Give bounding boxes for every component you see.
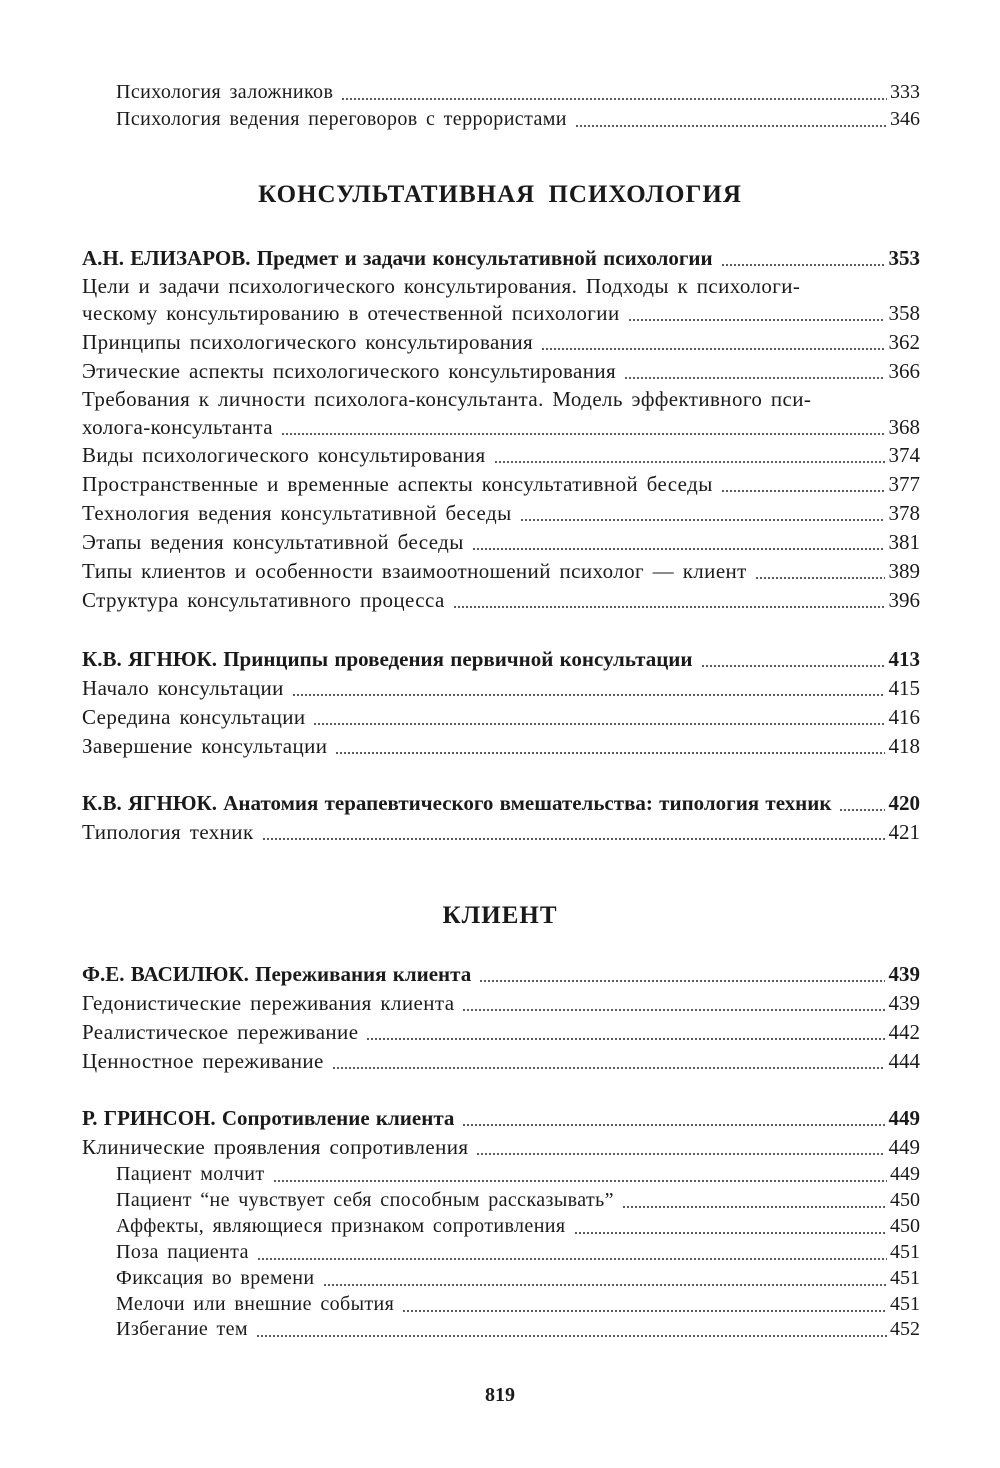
section-title: КЛИЕНТ xyxy=(442,902,558,929)
toc-entry-page: 450 xyxy=(889,1186,920,1214)
toc-entry-title: Ф.Е. ВАСИЛЮК. Переживания клиента xyxy=(82,962,477,986)
toc-subentry xyxy=(116,1212,920,1240)
toc-entry xyxy=(82,441,920,469)
toc-entry-title: Пространственные и временные аспекты консультативной беседы xyxy=(82,472,719,496)
toc-article-heading xyxy=(82,789,920,817)
toc-entry-title: Середина консультации xyxy=(82,705,311,729)
toc-entry-title: Избегание тем xyxy=(116,1318,254,1340)
toc-entry xyxy=(82,732,920,760)
toc-entry xyxy=(82,557,920,585)
toc-entry-title: К.В. ЯГНЮК. Анатомия терапевтического вмешательства: типология техник xyxy=(82,791,837,815)
toc-entry-page: 358 xyxy=(888,301,920,325)
toc-entry-page: 378 xyxy=(888,501,920,525)
toc-entry-title: Ценностное переживание xyxy=(82,1049,330,1073)
toc-article-heading xyxy=(82,645,920,673)
toc-entry-title: Психология ведения переговоров с террористами xyxy=(116,108,573,130)
toc-entry-page: 418 xyxy=(888,734,920,758)
section-title: КОНСУЛЬТАТИВНАЯ ПСИХОЛОГИЯ xyxy=(258,181,742,208)
toc-entry-page: 452 xyxy=(889,1315,920,1343)
toc-entry-page: 366 xyxy=(888,359,920,383)
toc-entry-title: Этические аспекты психологического консультирования xyxy=(82,359,622,383)
toc-entry-title: Структура консультативного процесса xyxy=(82,588,451,612)
toc-entry-page: 449 xyxy=(888,1135,920,1159)
toc-entry xyxy=(82,328,920,356)
toc-entry-title: Виды психологического консультирования xyxy=(82,443,492,467)
toc-entry-title: Пациент “не чувствует себя способным рассказывать” xyxy=(116,1189,620,1211)
toc-entry-line: Цели и задачи психологического консультирования. Подходы к психологи- xyxy=(82,274,801,298)
toc-entry-title: Клинические проявления сопротивления xyxy=(82,1135,474,1159)
toc-entry xyxy=(82,470,920,498)
toc-entry-title: Пациент молчит xyxy=(116,1163,271,1185)
toc-entry xyxy=(82,1018,920,1046)
toc-entry-page: 450 xyxy=(889,1212,920,1240)
toc-entry-title: ческому консультированию в отечественной психологии xyxy=(82,301,626,325)
toc-article-heading xyxy=(82,960,920,988)
toc-entry-page: 377 xyxy=(888,472,920,496)
toc-entry-title: К.В. ЯГНЮК. Принципы проведения первичной консультации xyxy=(82,647,699,671)
toc-entry xyxy=(116,78,920,106)
toc-entry-title: Поза пациента xyxy=(116,1241,255,1263)
toc-entry-page: 368 xyxy=(888,415,920,439)
toc-entry-page: 415 xyxy=(888,676,920,700)
toc-entry-title: Технология ведения консультативной беседы xyxy=(82,501,518,525)
toc-entry xyxy=(82,1047,920,1075)
toc-entry xyxy=(82,674,920,702)
toc-entry xyxy=(82,989,920,1017)
toc-entry-page: 444 xyxy=(888,1049,920,1073)
toc-entry-title: холога-консультанта xyxy=(82,415,279,439)
toc-entry xyxy=(82,528,920,556)
toc-entry-title: Типология техник xyxy=(82,820,260,844)
toc-entry-title: А.Н. ЕЛИЗАРОВ. Предмет и задачи консультативной психологии xyxy=(82,246,719,270)
toc-entry xyxy=(82,357,920,385)
toc-entry-page: 333 xyxy=(889,78,920,106)
toc-entry-page: 353 xyxy=(888,246,920,270)
toc-subentry xyxy=(116,1238,920,1266)
toc-entry-page: 421 xyxy=(888,820,920,844)
toc-entry-page: 451 xyxy=(889,1238,920,1266)
toc-entry xyxy=(82,1133,920,1161)
toc-entry-title: Завершение консультации xyxy=(82,734,333,758)
page-number: 819 xyxy=(485,1384,515,1406)
toc-entry-page: 389 xyxy=(888,559,920,583)
toc-entry-page: 396 xyxy=(888,588,920,612)
toc-entry-page: 346 xyxy=(889,105,920,133)
toc-entry-title: Гедонистические переживания клиента xyxy=(82,991,460,1015)
toc-entry-page: 451 xyxy=(889,1264,920,1292)
toc-entry-page: 381 xyxy=(888,530,920,554)
toc-entry-page: 362 xyxy=(888,330,920,354)
toc-entry-page: 374 xyxy=(888,443,920,467)
toc-entry-title: Этапы ведения консультативной беседы xyxy=(82,530,470,554)
toc-entry xyxy=(82,818,920,846)
toc-subentry xyxy=(116,1315,920,1343)
toc-entry xyxy=(82,299,920,327)
toc-entry-page: 449 xyxy=(889,1160,920,1188)
toc-entry-title: Р. ГРИНСОН. Сопротивление клиента xyxy=(82,1106,460,1130)
toc-entry-title: Типы клиентов и особенности взаимоотношений психолог — клиент xyxy=(82,559,753,583)
toc-entry-page: 439 xyxy=(888,991,920,1015)
toc-entry-page: 439 xyxy=(888,962,920,986)
toc-subentry xyxy=(116,1186,920,1214)
toc-entry xyxy=(82,703,920,731)
toc-entry xyxy=(82,586,920,614)
toc-entry-title: Принципы психологического консультирования xyxy=(82,330,539,354)
toc-entry-title: Мелочи или внешние события xyxy=(116,1293,400,1315)
toc-article-heading xyxy=(82,1104,920,1132)
toc-entry-title: Психология заложников xyxy=(116,81,339,103)
toc-subentry xyxy=(116,1264,920,1292)
toc-entry xyxy=(82,499,920,527)
toc-entry-page: 449 xyxy=(888,1106,920,1130)
toc-entry xyxy=(116,105,920,133)
toc-entry-page: 451 xyxy=(889,1290,920,1318)
toc-subentry xyxy=(116,1290,920,1318)
toc-entry-page: 413 xyxy=(888,647,920,671)
toc-entry-page: 442 xyxy=(888,1020,920,1044)
toc-entry-title: Фиксация во времени xyxy=(116,1267,321,1289)
toc-entry xyxy=(82,413,920,441)
toc-entry-title: Реалистическое переживание xyxy=(82,1020,364,1044)
toc-entry-page: 420 xyxy=(888,791,920,815)
toc-article-heading xyxy=(82,244,920,272)
toc-entry-line: Требования к личности психолога-консультанта. Модель эффективного пси- xyxy=(82,387,812,411)
toc-entry-title: Начало консультации xyxy=(82,676,290,700)
toc-entry-page: 416 xyxy=(888,705,920,729)
toc-subentry xyxy=(116,1160,920,1188)
toc-entry-title: Аффекты, являющиеся признаком сопротивления xyxy=(116,1215,572,1237)
